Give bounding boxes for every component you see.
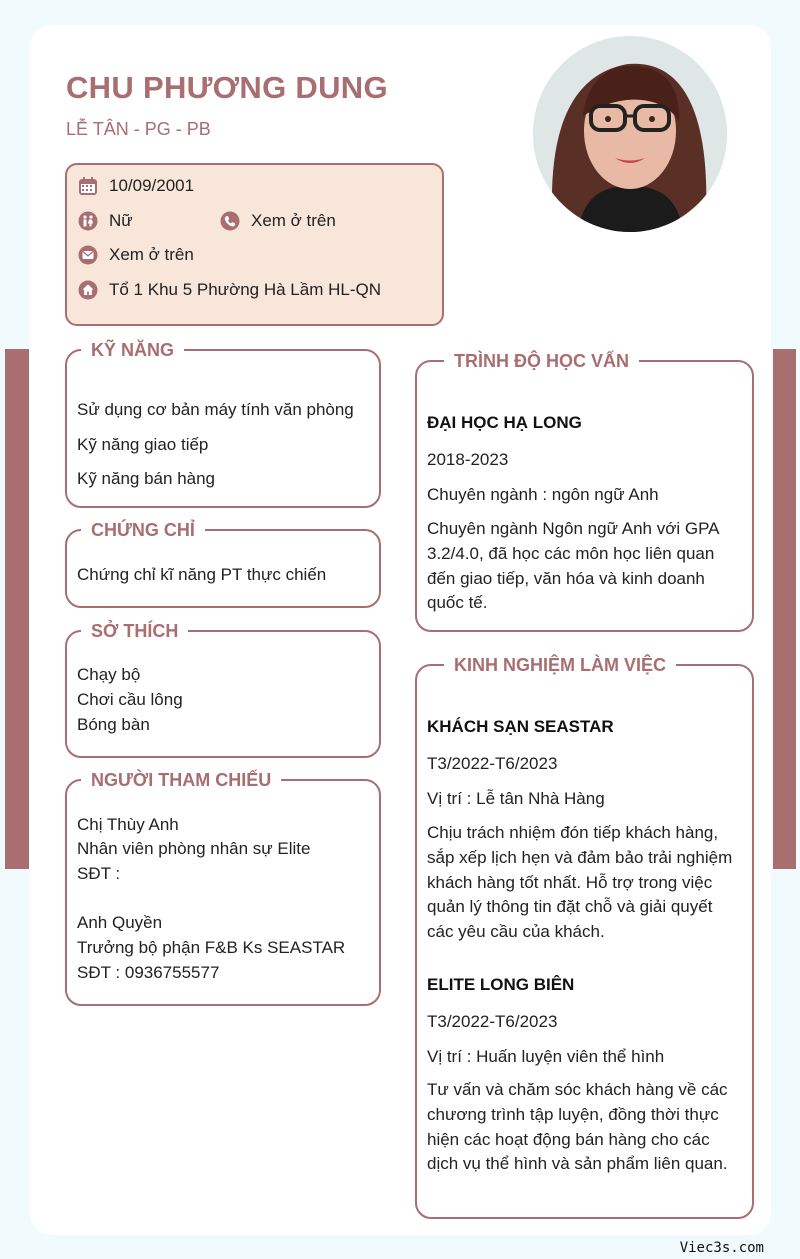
avatar-photo [533, 36, 727, 232]
job-period: T3/2022-T6/2023 [427, 754, 558, 773]
reference-line: SĐT : [77, 864, 121, 883]
birthday-row [78, 176, 194, 196]
address-row [78, 280, 381, 300]
left-decor-band [5, 349, 29, 869]
education-title: TRÌNH ĐỘ HỌC VẤN [444, 349, 639, 373]
hobby-item: Chơi cầu lông [77, 690, 183, 709]
skill-item: Kỹ năng giao tiếp [77, 435, 209, 454]
job-description: Chịu trách nhiệm đón tiếp khách hàng, sắp xếp lịch hẹn và đảm bảo trải nghiệm khách hàng tốt nhất. Hỗ trợ trong việc quản lý thông tin đặt chỗ và giải quyết các yêu cầu của khách. [427, 823, 733, 942]
job-description: Tư vấn và chăm sóc khách hàng về các chương trình tập luyện, đồng thời thực hiện các hoạt động bán hàng cho các dịch vụ thể hình và sản phẩm liên quan. [427, 1080, 728, 1174]
reference-line: Anh Quyền [77, 913, 163, 932]
phone-row [220, 211, 336, 231]
reference-line: SĐT : 0936755577 [77, 963, 220, 982]
certificate-item: Chứng chỉ kĩ năng PT thực chiến [77, 565, 327, 584]
hobbies-title: SỞ THÍCH [81, 619, 188, 643]
right-decor-band [773, 349, 796, 869]
candidate-name: CHU PHƯƠNG DUNG [66, 70, 388, 105]
reference-line: Nhân viên phòng nhân sự Elite [77, 839, 311, 858]
job-title: LỄ TÂN - PG - PB [66, 119, 211, 139]
references-title: NGƯỜI THAM CHIẾU [81, 768, 281, 792]
email-icon [78, 245, 98, 265]
hobby-item: Bóng bàn [77, 715, 150, 734]
phone-icon [220, 211, 240, 231]
gender-row [78, 211, 133, 231]
address-value: Tổ 1 Khu 5 Phường Hà Lầm HL-QN [109, 280, 381, 299]
birthday-value: 10/09/2001 [109, 176, 195, 195]
email-value: Xem ở trên [109, 245, 194, 264]
calendar-icon [78, 176, 98, 196]
watermark: Viec3s.com [679, 1240, 764, 1256]
skills-title: KỸ NĂNG [81, 338, 184, 362]
email-row [78, 245, 194, 265]
job-period: T3/2022-T6/2023 [427, 1012, 558, 1031]
school-name: ĐẠI HỌC HẠ LONG [427, 413, 582, 432]
reference-line: Chị Thùy Anh [77, 815, 179, 834]
gender-value: Nữ [109, 211, 133, 230]
skill-item: Kỹ năng bán hàng [77, 469, 216, 488]
avatar [533, 36, 727, 232]
reference-line: Trưởng bộ phận F&B Ks SEASTAR [77, 938, 346, 957]
job-position: Vị trí : Huấn luyện viên thể hình [427, 1047, 665, 1066]
education-period: 2018-2023 [427, 450, 509, 469]
hobby-item: Chạy bộ [77, 665, 141, 684]
job-company: KHÁCH SẠN SEASTAR [427, 717, 614, 736]
job-company: ELITE LONG BIÊN [427, 975, 575, 994]
skill-item: Sử dụng cơ bản máy tính văn phòng [77, 400, 354, 419]
phone-value: Xem ở trên [251, 211, 336, 230]
experience-title: KINH NGHIỆM LÀM VIỆC [444, 653, 676, 677]
education-description: Chuyên ngành Ngôn ngữ Anh với GPA 3.2/4.0, đã học các môn học liên quan đến giao tiếp, văn hóa và kinh doanh quốc tế. [427, 519, 719, 613]
certificates-title: CHỨNG CHỈ [81, 518, 205, 542]
gender-icon [78, 211, 98, 231]
education-major: Chuyên ngành : ngôn ngữ Anh [427, 485, 659, 504]
job-position: Vị trí : Lễ tân Nhà Hàng [427, 789, 605, 808]
home-icon [78, 280, 98, 300]
